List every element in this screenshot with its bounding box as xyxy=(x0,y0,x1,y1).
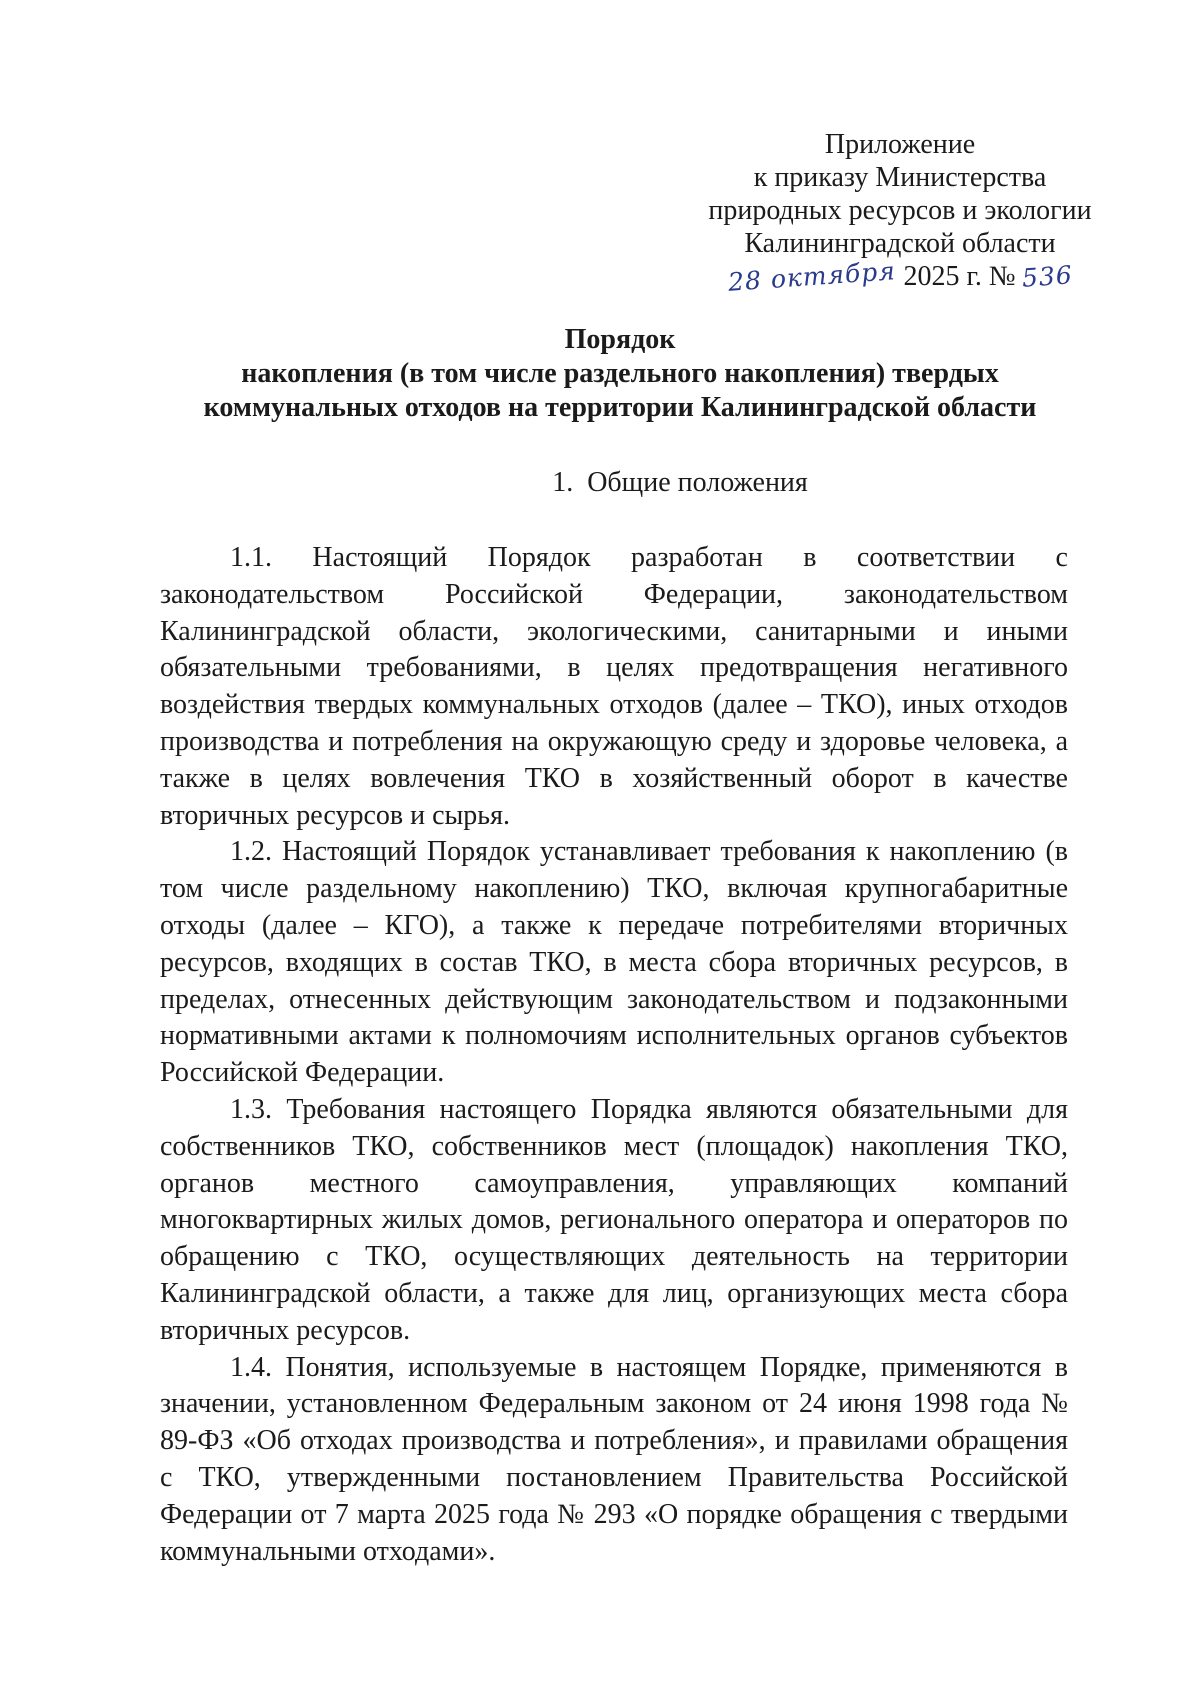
section-number: 1. xyxy=(552,467,574,498)
appendix-date-line xyxy=(640,256,1160,297)
appendix-line-1: Приложение xyxy=(824,129,976,160)
paragraph-1-1: 1.1. Настоящий Порядок разработан в соответствии с законодательством Российской Федерации, законодательством Калининградской области, экологическими, санитарными и иными обязательными требованиями, в целях предотвращения негативного воздействия твердых коммунальных отходов (далее – ТКО), иных отходов производства и потребления на окружающую среду и здоровье человека, а также в целях вовлечения ТКО в хозяйственный оборот в качестве вторичных ресурсов и сырья. xyxy=(160,542,1068,831)
appendix-line-3: природных ресурсов и экологии xyxy=(708,195,1092,226)
title-heading: Порядок xyxy=(564,324,676,355)
handwritten-order-number: 536 xyxy=(1020,260,1074,293)
paragraph-1-4: 1.4. Понятия, используемые в настоящем Порядке, применяются в значении, установленном Федеральным законом от 24 июня 1998 года № 89-ФЗ «Об отходах производства и потребления», и правилами обращения с ТКО, утвержденными постановлением Правительства Российской Федерации от 7 марта 2025 года № 293 «О порядке обращения с твердыми коммунальными отходами». xyxy=(160,1351,1068,1567)
handwritten-date: 28 октября xyxy=(726,256,897,297)
document-body xyxy=(160,540,1068,1570)
appendix-line-2: к приказу Министерства xyxy=(753,162,1047,193)
order-year-label: 2025 г. № xyxy=(903,261,1016,292)
document-title xyxy=(120,323,1120,425)
section-heading xyxy=(300,466,1060,500)
appendix-line-4: Калининградской области xyxy=(744,228,1056,259)
title-line-3: коммунальных отходов на территории Калининградской области xyxy=(203,392,1037,423)
paragraph-1-2: 1.2. Настоящий Порядок устанавливает требования к накоплению (в том числе раздельному накоплению) ТКО, включая крупногабаритные отходы (далее – КГО), а также к передаче потребителями вторичных ресурсов, входящих в состав ТКО, в места сбора вторичных ресурсов, в пределах, отнесенных действующим законодательством и подзаконными нормативными актами к полномочиям исполнительных органов субъектов Российской Федерации. xyxy=(160,836,1068,1089)
paragraph-1-3: 1.3. Требования настоящего Порядка являются обязательными для собственников ТКО, собственников мест (площадок) накопления ТКО, органов местного самоуправления, управляющих компаний многоквартирных жилых домов, регионального оператора и операторов по обращению с ТКО, осуществляющих деятельность на территории Калининградской области, а также для лиц, организующих места сбора вторичных ресурсов. xyxy=(160,1093,1068,1346)
appendix-block xyxy=(640,128,1160,297)
section-title: Общие положения xyxy=(587,467,808,498)
title-line-2: накопления (в том числе раздельного накопления) твердых xyxy=(241,358,999,389)
